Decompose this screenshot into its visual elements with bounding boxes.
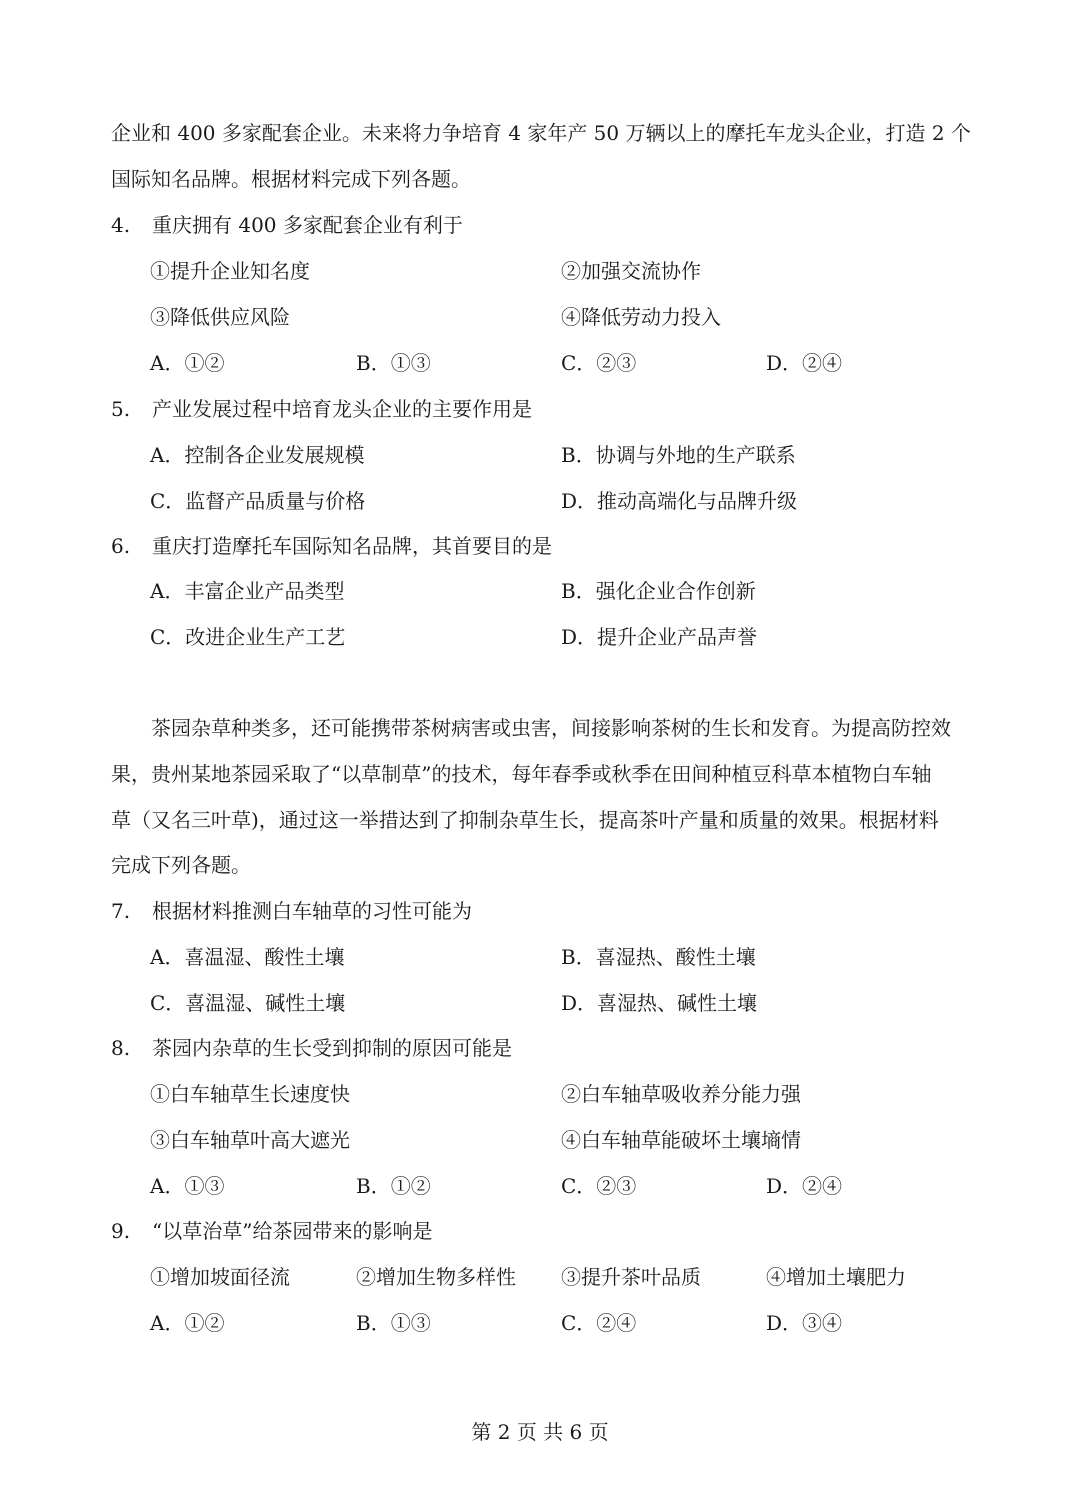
passage2-line-4: 完成下列各题。 [111, 853, 251, 877]
q5-stem: 产业发展过程中培育龙头企业的主要作用是 [152, 397, 532, 421]
q9-item-1: ①增加坡面径流 [150, 1265, 290, 1289]
q8-item-2: ②白车轴草吸收养分能力强 [561, 1082, 801, 1106]
q8-item-3: ③白车轴草叶高大遮光 [150, 1128, 350, 1152]
q7-option-b: B．喜湿热、酸性土壤 [561, 945, 756, 969]
q5-option-d: D．推动高端化与品牌升级 [561, 489, 798, 513]
q4-item-2: ②加强交流协作 [561, 259, 701, 283]
q8-number: 8. [111, 1036, 131, 1060]
q4-item-3: ③降低供应风险 [150, 305, 290, 329]
q7-option-a: A．喜温湿、酸性土壤 [150, 945, 345, 969]
q4-item-4: ④降低劳动力投入 [561, 305, 721, 329]
q9-stem: “以草治草”给茶园带来的影响是 [152, 1219, 433, 1243]
q4-stem: 重庆拥有 400 多家配套企业有利于 [152, 213, 463, 237]
q4-number: 4. [111, 213, 131, 237]
q5-option-c: C．监督产品质量与价格 [150, 489, 366, 513]
intro-line-1: 企业和 400 多家配套企业。未来将力争培育 4 家年产 50 万辆以上的摩托车龙头企业，打造 2 个 [111, 121, 971, 145]
q4-option-c: C．②③ [561, 351, 637, 375]
q6-option-c: C．改进企业生产工艺 [150, 625, 346, 649]
q6-option-a: A．丰富企业产品类型 [150, 579, 345, 603]
passage2-line-3: 草（又名三叶草)，通过这一举措达到了抑制杂草生长，提高茶叶产量和质量的效果。根据材料 [111, 808, 939, 832]
q8-item-4: ④白车轴草能破坏土壤墒情 [561, 1128, 801, 1152]
q8-option-a: A．①③ [150, 1174, 225, 1198]
q6-stem: 重庆打造摩托车国际知名品牌，其首要目的是 [152, 534, 552, 558]
q9-item-2: ②增加生物多样性 [356, 1265, 516, 1289]
q9-item-3: ③提升茶叶品质 [561, 1265, 701, 1289]
q8-option-b: B．①② [356, 1174, 431, 1198]
q8-stem: 茶园内杂草的生长受到抑制的原因可能是 [152, 1036, 512, 1060]
q9-option-c: C．②④ [561, 1311, 637, 1335]
q9-number: 9. [111, 1219, 131, 1243]
q6-number: 6. [111, 534, 131, 558]
q4-option-b: B．①③ [356, 351, 431, 375]
q4-item-1: ①提升企业知名度 [150, 259, 310, 283]
q8-option-d: D．②④ [766, 1174, 843, 1198]
q9-option-a: A．①② [150, 1311, 225, 1335]
passage2-line-1: 茶园杂草种类多，还可能携带茶树病害或虫害，间接影响茶树的生长和发育。为提高防控效 [151, 716, 951, 740]
q7-number: 7. [111, 899, 131, 923]
q7-stem: 根据材料推测白车轴草的习性可能为 [152, 899, 472, 923]
q9-option-d: D．③④ [766, 1311, 843, 1335]
q5-option-b: B．协调与外地的生产联系 [561, 443, 796, 467]
q6-option-b: B．强化企业合作创新 [561, 579, 756, 603]
q5-number: 5. [111, 397, 131, 421]
q4-option-a: A．①② [150, 351, 225, 375]
intro-line-2: 国际知名品牌。根据材料完成下列各题。 [111, 167, 471, 191]
q9-option-b: B．①③ [356, 1311, 431, 1335]
q7-option-d: D．喜湿热、碱性土壤 [561, 991, 758, 1015]
q5-option-a: A．控制各企业发展规模 [150, 443, 365, 467]
q8-option-c: C．②③ [561, 1174, 637, 1198]
q6-option-d: D．提升企业产品声誉 [561, 625, 758, 649]
q9-item-4: ④增加土壤肥力 [766, 1265, 906, 1289]
q4-option-d: D．②④ [766, 351, 843, 375]
q8-item-1: ①白车轴草生长速度快 [150, 1082, 350, 1106]
q7-option-c: C．喜温湿、碱性土壤 [150, 991, 346, 1015]
page-number-footer: 第 2 页 共 6 页 [471, 1420, 609, 1444]
passage2-line-2: 果，贵州某地茶园采取了“以草制草”的技术，每年春季或秋季在田间种植豆科草本植物白车轴 [111, 762, 932, 786]
